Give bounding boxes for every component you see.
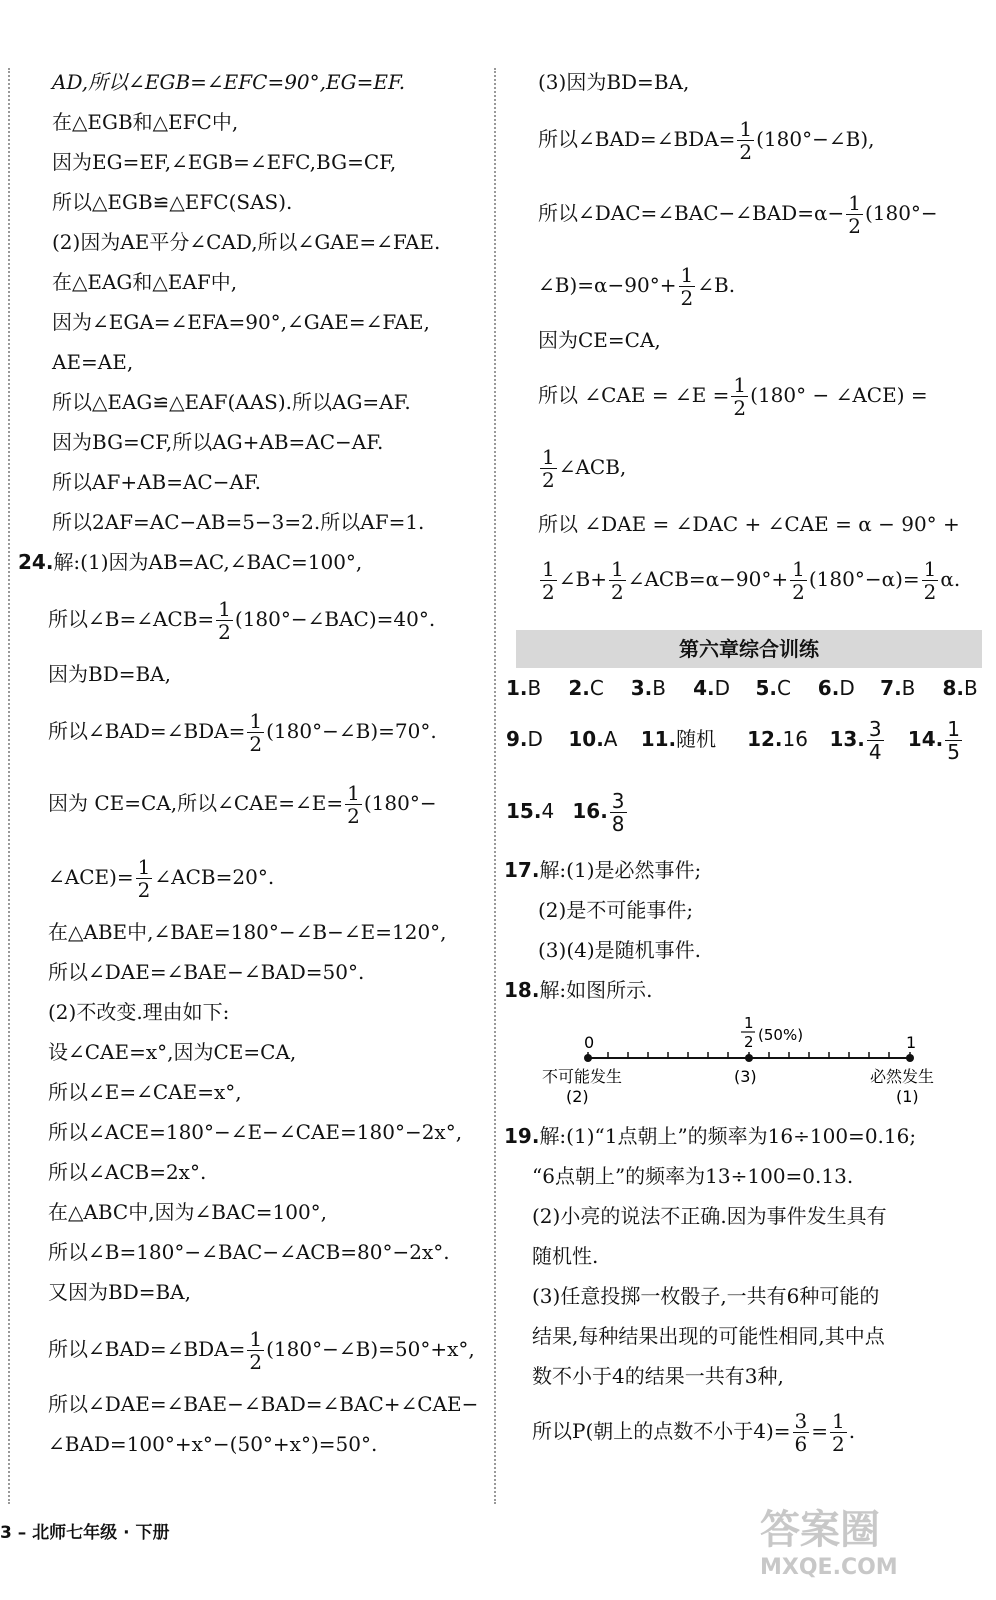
probability-number-line: [530, 1010, 970, 1110]
text-line: 所以∠DAE=∠BAE−∠BAD=50°.: [48, 960, 365, 984]
text: 所以∠B=∠ACB=: [48, 607, 215, 631]
text: 所以∠DAC=∠BAC−∠BAD=α−: [538, 201, 845, 225]
label-half-denominator: 2: [744, 1033, 754, 1051]
fraction: $\frac{3}{6}$: [794, 1409, 808, 1456]
fraction-half: $\frac{1}{2}$: [923, 557, 937, 604]
text-line: (2)小亮的说法不正确.因为事件发生具有: [532, 1204, 887, 1228]
fraction-half: $\frac{1}{2}$: [542, 557, 555, 604]
text-line: 所以 ∠DAE = ∠DAC + ∠CAE = α − 90° +: [538, 512, 960, 536]
watermark-bottom: MXQE.COM: [760, 1555, 898, 1580]
text: ∠ACB=α−90°+: [627, 567, 789, 591]
text-line: 所以∠ACE=180°−∠E−∠CAE=180°−2x°,: [48, 1120, 463, 1144]
text-line: 因为BG=CF,所以AG+AB=AC−AF.: [52, 430, 384, 454]
fraction: $\frac{1}{2}$: [832, 1409, 845, 1456]
question-18-first-line: [504, 978, 653, 1002]
text: 解:(1)“1点朝上”的频率为16÷100=0.16;: [539, 1124, 917, 1148]
column-divider: [494, 68, 496, 1504]
fraction-half: $\frac{1}{2}$: [733, 373, 747, 420]
fraction-half: $\frac{1}{2}$: [249, 709, 263, 756]
fraction-half: $\frac{1}{2}$: [848, 191, 861, 238]
answer-item: 2.C: [568, 676, 604, 700]
text: .: [848, 1419, 856, 1443]
text-line: “6点朝上”的频率为13÷100=0.13.: [532, 1164, 854, 1188]
text-line: 所以AF+AB=AC−AF.: [52, 470, 262, 494]
footer-text: – 北师七年级 · 下册: [17, 1523, 170, 1543]
text-line: 因为∠EGA=∠EFA=90°,∠GAE=∠FAE,: [52, 310, 430, 334]
answer-item: 10.A: [568, 727, 618, 751]
text-line: [538, 118, 874, 163]
label-impossible: 不可能发生: [542, 1067, 623, 1086]
fraction-half: $\frac{1}{2}$: [542, 445, 555, 492]
fraction: $\frac{3}{4}$: [868, 717, 882, 764]
text: 所以∠BAD=∠BDA=: [48, 1337, 246, 1361]
text-line: 在△ABC中,因为∠BAC=100°,: [48, 1200, 328, 1224]
chapter-banner: 第六章综合训练: [516, 630, 982, 668]
point-half: [745, 1054, 753, 1062]
text: 所以P(朝上的点数不小于4)=: [532, 1419, 791, 1443]
text-line: 在△ABE中,∠BAE=180°−∠B−∠E=120°,: [48, 920, 447, 944]
text: 解:(1)是必然事件;: [539, 858, 702, 882]
answer-item: 16. $\frac{3}{8}$: [572, 789, 625, 836]
answer-item: 6.D: [817, 676, 855, 700]
text: 所以∠BAD=∠BDA=: [48, 719, 246, 743]
text-line: [538, 264, 735, 309]
text-line: [48, 1328, 475, 1373]
text: (180°−∠B),: [756, 127, 875, 151]
text-line: [48, 856, 274, 901]
text: 因为 CE=CA,所以∠CAE=∠E=: [48, 791, 344, 815]
watermark-top: 答案圈: [760, 1507, 880, 1553]
text-line: 在△EGB和△EFC中,: [52, 110, 239, 134]
text-line: [538, 558, 960, 603]
text: =: [811, 1419, 829, 1443]
answer-item: 15.4: [506, 799, 555, 823]
text: ∠B+: [558, 567, 607, 591]
text: 所以 ∠CAE = ∠E =: [538, 383, 730, 407]
text: α.: [940, 567, 961, 591]
label-random-number: (3): [734, 1067, 757, 1086]
answer-item: 1.B: [506, 676, 542, 700]
fraction-half: $\frac{1}{2}$: [792, 557, 805, 604]
text-line: 设∠CAE=x°,因为CE=CA,: [48, 1040, 297, 1064]
page-number: 3: [0, 1523, 12, 1543]
text-line: (3)(4)是随机事件.: [538, 938, 702, 962]
label-impossible-number: (2): [566, 1087, 589, 1106]
page-footer: [0, 1518, 169, 1543]
answers-row-2: [506, 718, 978, 763]
text-line: 随机性.: [532, 1244, 599, 1268]
text: ∠B)=α−90°+: [538, 273, 677, 297]
text-line: 所以∠E=∠CAE=x°,: [48, 1080, 242, 1104]
answer-item: 3.B: [630, 676, 666, 700]
text-line: 因为EG=EF,∠EGB=∠EFC,BG=CF,: [52, 150, 397, 174]
point-one: [906, 1054, 914, 1062]
question-number: 17.: [504, 858, 540, 882]
answer-item: 11.随机: [640, 727, 717, 751]
fraction: $\frac{3}{8}$: [611, 789, 625, 836]
text: 解:如图所示.: [539, 978, 653, 1002]
fraction-half: $\frac{1}{2}$: [680, 263, 694, 310]
text-line: (2)不改变.理由如下:: [48, 1000, 230, 1024]
left-margin-line: [8, 68, 10, 1504]
label-one: 1: [906, 1033, 917, 1052]
answer-item: 8.B: [942, 676, 978, 700]
text: ∠ACE)=: [48, 865, 134, 889]
answer-item: 9.D: [506, 727, 543, 751]
fraction-half: $\frac{1}{2}$: [218, 597, 231, 644]
text-line: [532, 1410, 855, 1455]
point-zero: [584, 1054, 592, 1062]
text-line: [48, 782, 437, 827]
text: ∠ACB=20°.: [154, 865, 275, 889]
question-number: 19.: [504, 1124, 540, 1148]
fraction-half: $\frac{1}{2}$: [249, 1327, 263, 1374]
text: (180°−∠B)=50°+x°,: [266, 1337, 475, 1361]
fraction-half: $\frac{1}{2}$: [610, 557, 624, 604]
text: ∠B.: [697, 273, 736, 297]
text-line: 所以∠ACB=2x°.: [48, 1160, 207, 1184]
answer-item: 14. $\frac{1}{5}$: [907, 717, 960, 764]
text: 所以∠BAD=∠BDA=: [538, 127, 736, 151]
answer-item: 13. $\frac{3}{4}$: [829, 717, 882, 764]
text: (180°−α)=: [808, 567, 920, 591]
text-line: (3)任意投掷一枚骰子,一共有6种可能的: [532, 1284, 880, 1308]
text-line: 所以△EGB≌△EFC(SAS).: [52, 190, 293, 214]
text: (180°−∠B)=70°.: [266, 719, 437, 743]
text-line: 所以∠DAE=∠BAE−∠BAD=∠BAC+∠CAE−: [48, 1392, 479, 1416]
text: (180°−∠BAC)=40°.: [234, 607, 436, 631]
answer-item: 4.D: [693, 676, 730, 700]
fraction-half: $\frac{1}{2}$: [347, 781, 360, 828]
answers-row-3: [506, 790, 642, 835]
text-line: [538, 192, 938, 237]
text: (180°−: [363, 791, 437, 815]
text-line: AE=AE,: [52, 350, 134, 374]
question-24-first-line: [18, 550, 362, 574]
text: ∠ACB,: [558, 455, 627, 479]
text-line: 所以△EAG≌△EAF(AAS).所以AG=AF.: [52, 390, 411, 414]
text-line: AD,所以∠EGB=∠EFC=90°,EG=EF.: [52, 70, 406, 94]
question-19-first-line: [504, 1124, 916, 1148]
text-line: 在△EAG和△EAF中,: [52, 270, 238, 294]
question-17-first-line: [504, 858, 701, 882]
text: (180° − ∠ACE) =: [750, 383, 928, 407]
text-line: 因为BD=BA,: [48, 662, 171, 686]
text-line: 数不小于4的结果一共有3种,: [532, 1364, 784, 1388]
text-line: [48, 598, 435, 643]
label-percent: (50%): [758, 1026, 804, 1044]
answer-item: 12.16: [747, 727, 808, 751]
text-line: 结果,每种结果出现的可能性相同,其中点: [532, 1324, 885, 1348]
text-line: [538, 446, 626, 491]
answer-item: 5.C: [755, 676, 791, 700]
text: 解:(1)因为AB=AC,∠BAC=100°,: [53, 550, 363, 574]
text-line: [538, 374, 928, 419]
text-line: ∠BAD=100°+x°−(50°+x°)=50°.: [48, 1432, 378, 1456]
label-half-numerator: 1: [744, 1014, 754, 1032]
question-number: 24.: [18, 550, 54, 574]
text-line: 又因为BD=BA,: [48, 1280, 191, 1304]
text: (180°−: [864, 201, 938, 225]
answer-item: 7.B: [880, 676, 916, 700]
fraction-half: $\frac{1}{2}$: [739, 117, 753, 164]
fraction-half: $\frac{1}{2}$: [137, 855, 151, 902]
text-line: (2)是不可能事件;: [538, 898, 694, 922]
text-line: (2)因为AE平分∠CAD,所以∠GAE=∠FAE.: [52, 230, 441, 254]
label-certain-number: (1): [896, 1087, 919, 1106]
fraction: $\frac{1}{5}$: [947, 717, 960, 764]
text-line: 所以∠B=180°−∠BAC−∠ACB=80°−2x°.: [48, 1240, 450, 1264]
label-zero: 0: [584, 1033, 595, 1052]
text-line: [48, 710, 437, 755]
question-number: 18.: [504, 978, 540, 1002]
label-certain: 必然发生: [870, 1067, 935, 1086]
text-line: (3)因为BD=BA,: [538, 70, 690, 94]
answers-row-1: [506, 676, 996, 700]
watermark: [760, 1498, 898, 1580]
text-line: 因为CE=CA,: [538, 328, 661, 352]
text-line: 所以2AF=AC−AB=5−3=2.所以AF=1.: [52, 510, 425, 534]
